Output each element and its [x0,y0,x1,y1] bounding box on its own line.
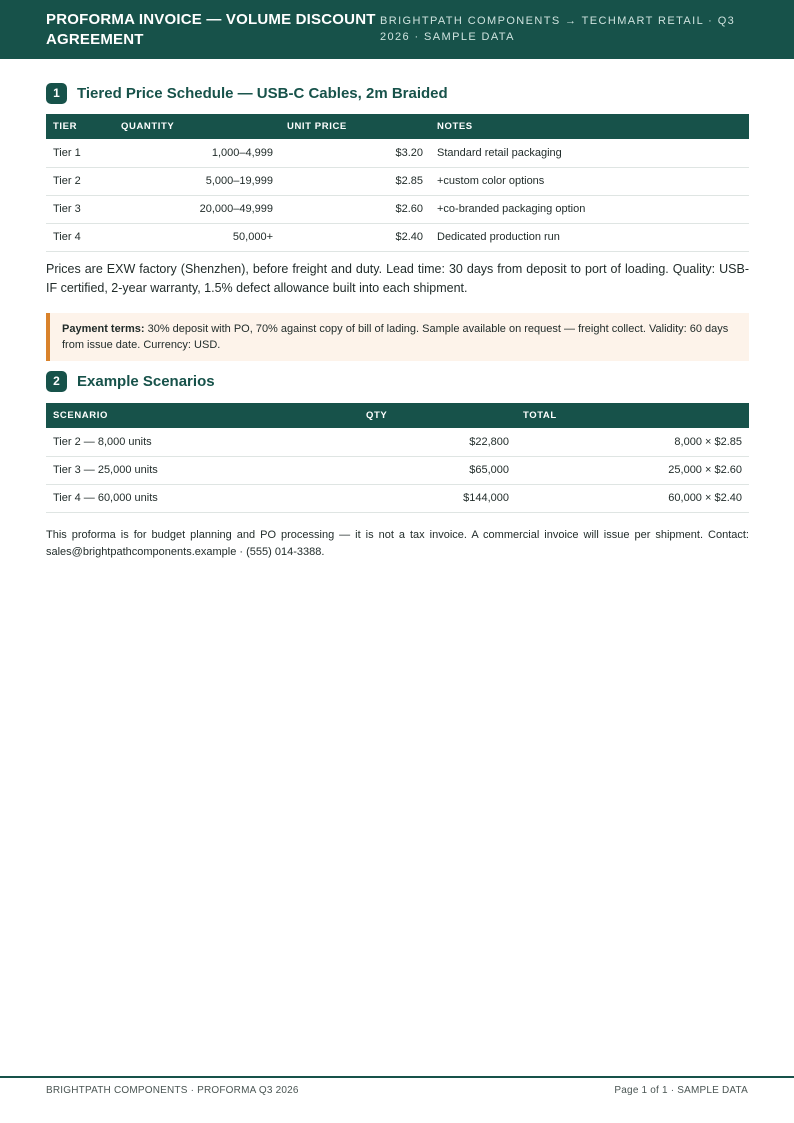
payment-terms-text: 30% deposit with PO, 70% against copy of bill of lading. Sample available on request — freight collect. Validity: 60 days from issue date. Currency: USD. [62,323,729,351]
tier-cell: Tier 4 [53,231,81,243]
unit-price-cell: $2.85 [395,175,423,187]
total-cell: 8,000 × $2.85 [674,435,742,448]
example-scenarios-table [46,403,749,513]
column-header: TIER [53,121,78,132]
quantity-cell: 20,000–49,999 [199,203,273,215]
section-number-badge: 2 [46,371,67,392]
table-row [46,456,749,484]
column-header: UNIT PRICE [287,121,347,132]
total-cell: 60,000 × $2.40 [668,492,742,504]
table-row [46,139,749,167]
section-title: Tiered Price Schedule — USB-C Cables, 2m Braided [77,84,448,102]
section-1-heading [46,82,448,104]
price-schedule-table [46,114,749,252]
notes-cell: +custom color options [437,175,545,187]
column-header: NOTES [437,121,473,132]
qty-cell: $22,800 [469,435,509,448]
column-header: QUANTITY [121,121,175,132]
tier-cell: Tier 2 [53,175,81,187]
unit-price-cell: $3.20 [395,146,423,159]
tier-cell: Tier 1 [53,146,81,159]
quantity-cell: 1,000–4,999 [211,146,273,159]
column-header: SCENARIO [53,410,108,421]
qty-cell: $65,000 [469,464,509,476]
table-header-row [46,114,749,139]
notes-cell: Dedicated production run [437,231,560,243]
quantity-cell: 5,000–19,999 [205,175,273,187]
column-header: QTY [366,410,388,421]
document-title: PROFORMA INVOICE — VOLUME DISCOUNT AGREEMENT [46,11,376,48]
scenario-cell: Tier 4 — 60,000 units [53,492,158,504]
page-header [0,0,794,59]
payment-terms-label: Payment terms: [62,323,145,335]
footer-divider [0,1076,794,1078]
table-row [46,484,749,512]
footer-page-number: Page 1 of 1 · SAMPLE DATA [614,1085,748,1096]
pricing-terms-paragraph: Prices are EXW factory (Shenzhen), before freight and duty. Lead time: 30 days from deposit to port of loading. Quality: USB-IF certified, 2-year warranty, 1.5% defect allowance built into each shipment. [46,262,749,295]
table-row [46,195,749,223]
section-2-heading [46,370,215,392]
qty-cell: $144,000 [463,492,509,504]
column-header: TOTAL [523,410,557,421]
total-cell: 25,000 × $2.60 [668,464,742,476]
notes-cell: Standard retail packaging [437,146,562,159]
unit-price-cell: $2.40 [395,231,423,243]
notes-cell: +co-branded packaging option [437,203,586,215]
disclaimer-note: This proforma is for budget planning and PO processing — it is not a tax invoice. A commercial invoice will issue per shipment. Contact: sales@brightpathcomponents.example · (555) 014-3388. [46,529,749,558]
table-row [46,223,749,251]
payment-terms-callout [46,313,749,361]
scenario-cell: Tier 2 — 8,000 units [53,435,152,448]
section-number-badge: 1 [46,83,67,104]
quantity-cell: 50,000+ [232,231,273,243]
table-row [46,167,749,195]
document-subtitle: BRIGHTPATH COMPONENTS → TECHMART RETAIL · Q3 2026 · SAMPLE DATA [380,15,736,43]
scenario-cell: Tier 3 — 25,000 units [53,464,158,476]
tier-cell: Tier 3 [53,203,81,215]
section-title: Example Scenarios [77,372,215,390]
table-header-row [46,403,749,428]
unit-price-cell: $2.60 [395,203,423,215]
table-row [46,428,749,456]
footer-company: BRIGHTPATH COMPONENTS · PROFORMA Q3 2026 [46,1085,299,1096]
